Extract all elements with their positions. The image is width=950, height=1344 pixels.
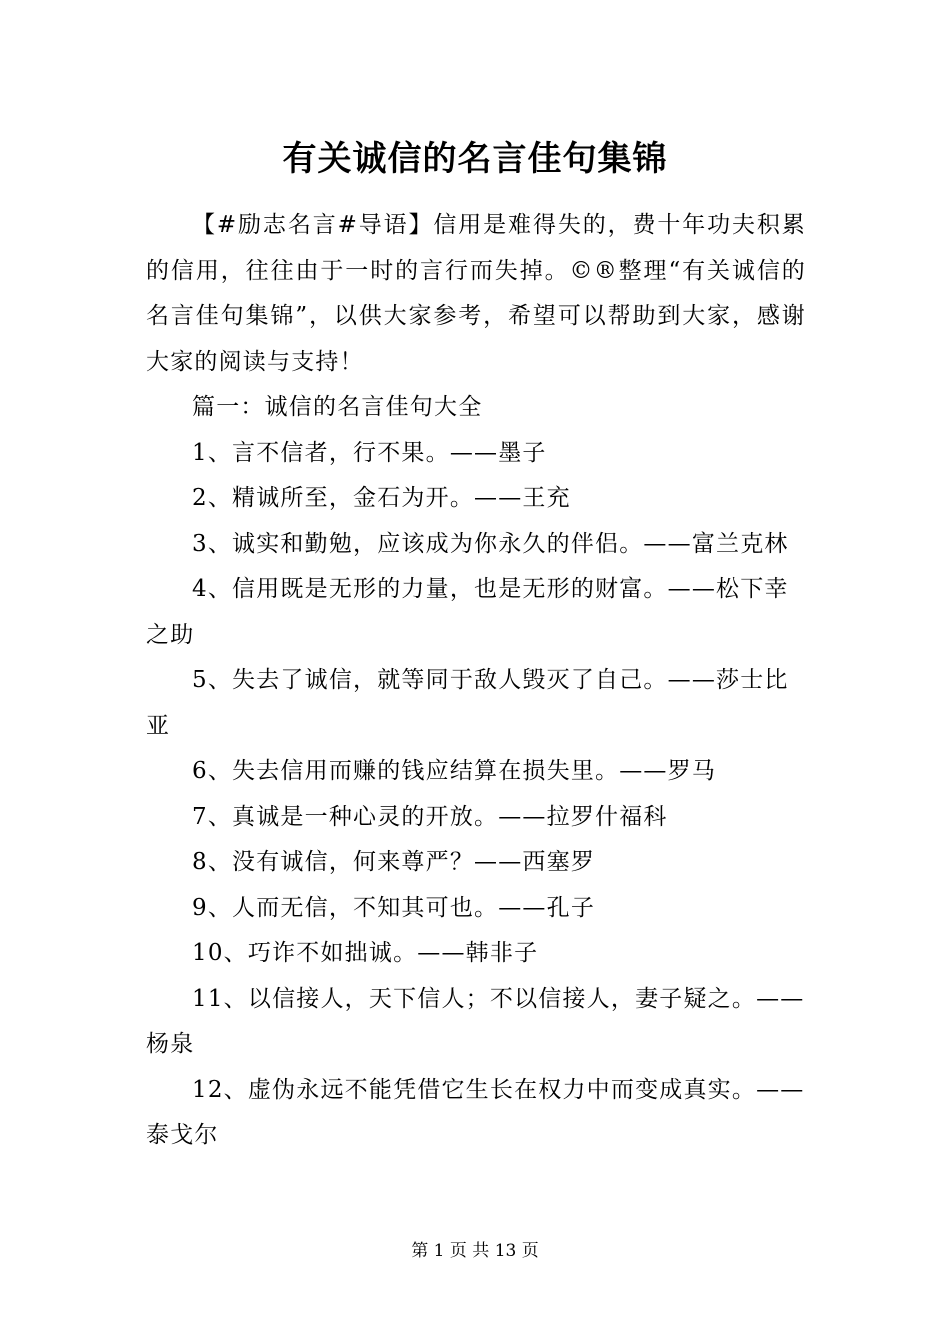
- document-body: [146, 203, 806, 1159]
- quote-item: 12、虚伪永远不能凭借它生长在权力中而变成真实。——泰戈尔: [146, 1076, 805, 1148]
- quote-item: 10、巧诈不如拙诚。——韩非子: [192, 940, 539, 966]
- quote-item: 3、诚实和勤勉，应该成为你永久的伴侣。——富兰克林: [192, 530, 789, 557]
- quote-item: 2、精诚所至，金石为开。——王充: [192, 485, 571, 511]
- page-footer: 第 1 页 共 13 页: [411, 1241, 539, 1261]
- section-heading: 篇一：诚信的名言佳句大全: [192, 394, 483, 420]
- document-title: 有关诚信的名言佳句集锦: [282, 139, 668, 179]
- quote-item: 4、信用既是无形的力量，也是无形的财富。——松下幸之助: [146, 576, 789, 648]
- intro-paragraph: 【#励志名言#导语】信用是难得失的，费十年功夫积累的信用，往往由于一时的言行而失掉。©®整理“有关诚信的名言佳句集锦”，以供大家参考，希望可以帮助到大家，感谢大家的阅读与支持！: [146, 212, 806, 375]
- quote-item: 5、失去了诚信，就等同于敌人毁灭了自己。——莎士比亚: [146, 667, 789, 739]
- quote-item: 7、真诚是一种心灵的开放。——拉罗什福科: [192, 803, 668, 830]
- quote-item: 9、人而无信，不知其可也。——孔子: [192, 894, 596, 921]
- quote-item: 11、以信接人，天下信人；不以信接人，妻子疑之。——杨泉: [146, 985, 805, 1057]
- quote-item: 8、没有诚信，何来尊严？——西塞罗: [192, 849, 596, 875]
- quote-item: 1、言不信者，行不果。——墨子: [192, 439, 547, 466]
- quote-item: 6、失去信用而赚的钱应结算在损失里。——罗马: [192, 758, 717, 784]
